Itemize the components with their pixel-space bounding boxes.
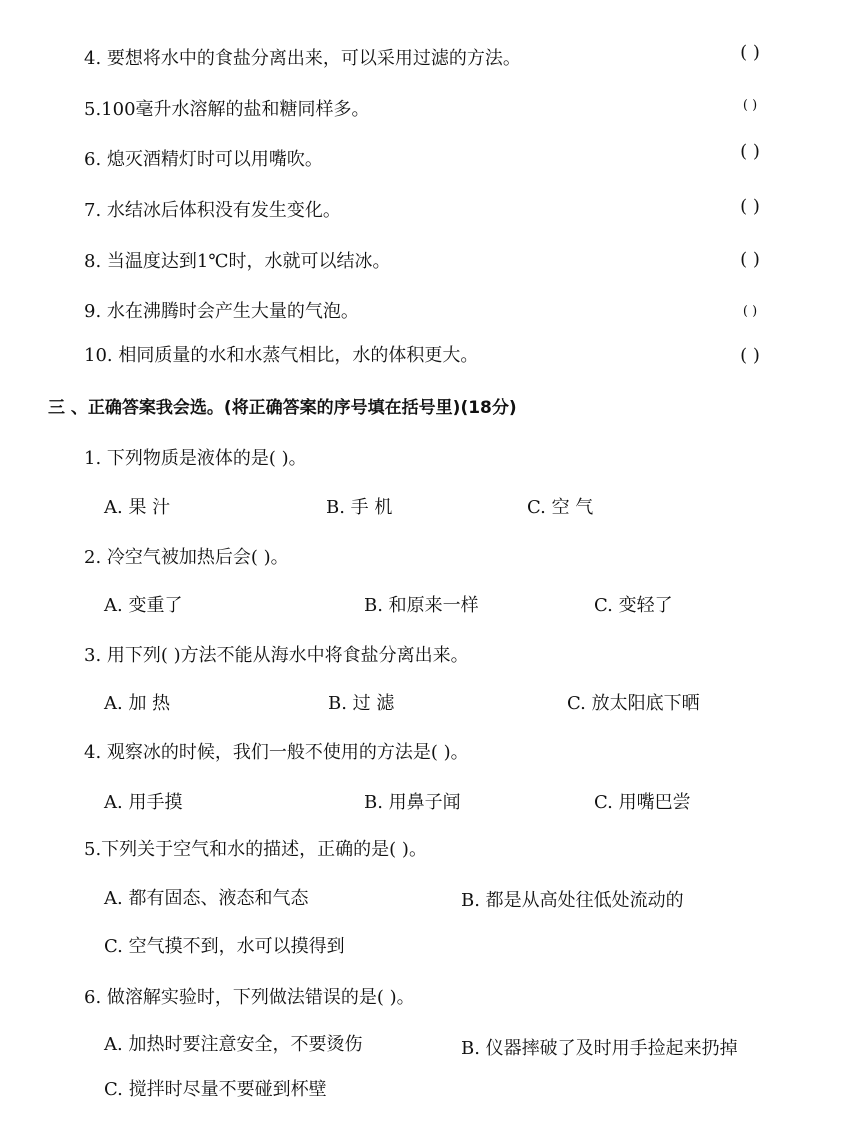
question-stem: 3. 用下列( )方法不能从海水中将食盐分离出来。 (84, 645, 469, 666)
question-stem: 4. 观察冰的时候，我们一般不使用的方法是( )。 (84, 742, 469, 763)
option-b[interactable]: B. 用鼻子闻 (364, 792, 461, 813)
answer-blank[interactable]: ( ) (740, 196, 760, 217)
option-c[interactable]: C. 空气摸不到，水可以摸得到 (104, 936, 345, 957)
section-heading: 三 、正确答案我会选。(将正确答案的序号填在括号里)(18分) (48, 398, 517, 418)
option-c[interactable]: C. 用嘴巴尝 (594, 792, 691, 813)
judgement-item-10: 10. 相同质量的水和水蒸气相比，水的体积更大。 (84, 345, 479, 366)
judgement-item-8: 8. 当温度达到1℃时，水就可以结冰。 (84, 251, 391, 272)
answer-blank[interactable]: ( ) (740, 345, 760, 366)
question-stem: 5.下列关于空气和水的描述，正确的是( )。 (84, 839, 427, 860)
judgement-item-5: 5.100毫升水溶解的盐和糖同样多。 (84, 99, 370, 120)
judgement-item-6: 6. 熄灭酒精灯时可以用嘴吹。 (84, 149, 323, 170)
answer-blank[interactable]: ( ) (742, 98, 758, 113)
option-c[interactable]: C. 空 气 (527, 497, 594, 518)
option-b[interactable]: B. 都是从高处往低处流动的 (461, 890, 684, 911)
option-c[interactable]: C. 变轻了 (594, 595, 673, 616)
question-stem: 1. 下列物质是液体的是( )。 (84, 448, 307, 469)
option-a[interactable]: A. 都有固态、液态和气态 (104, 888, 309, 909)
answer-blank[interactable]: ( ) (742, 304, 758, 319)
option-a[interactable]: A. 变重了 (104, 595, 183, 616)
option-c[interactable]: C. 搅拌时尽量不要碰到杯壁 (104, 1079, 327, 1100)
judgement-item-9: 9. 水在沸腾时会产生大量的气泡。 (84, 301, 359, 322)
question-stem: 2. 冷空气被加热后会( )。 (84, 547, 289, 568)
option-a[interactable]: A. 加热时要注意安全，不要烫伤 (104, 1034, 363, 1055)
option-b[interactable]: B. 手 机 (326, 497, 393, 518)
answer-blank[interactable]: ( ) (740, 42, 760, 63)
question-stem: 6. 做溶解实验时，下列做法错误的是( )。 (84, 987, 415, 1008)
answer-blank[interactable]: ( ) (740, 141, 760, 162)
option-b[interactable]: B. 过 滤 (328, 693, 395, 714)
judgement-item-4: 4. 要想将水中的食盐分离出来，可以采用过滤的方法。 (84, 48, 521, 69)
option-a[interactable]: A. 果 汁 (104, 497, 171, 518)
option-a[interactable]: A. 用手摸 (104, 792, 183, 813)
judgement-item-7: 7. 水结冰后体积没有发生变化。 (84, 200, 341, 221)
option-a[interactable]: A. 加 热 (104, 693, 171, 714)
answer-blank[interactable]: ( ) (740, 249, 760, 270)
option-c[interactable]: C. 放太阳底下晒 (567, 693, 700, 714)
option-b[interactable]: B. 仪器摔破了及时用手捡起来扔掉 (461, 1038, 738, 1059)
option-b[interactable]: B. 和原来一样 (364, 595, 479, 616)
